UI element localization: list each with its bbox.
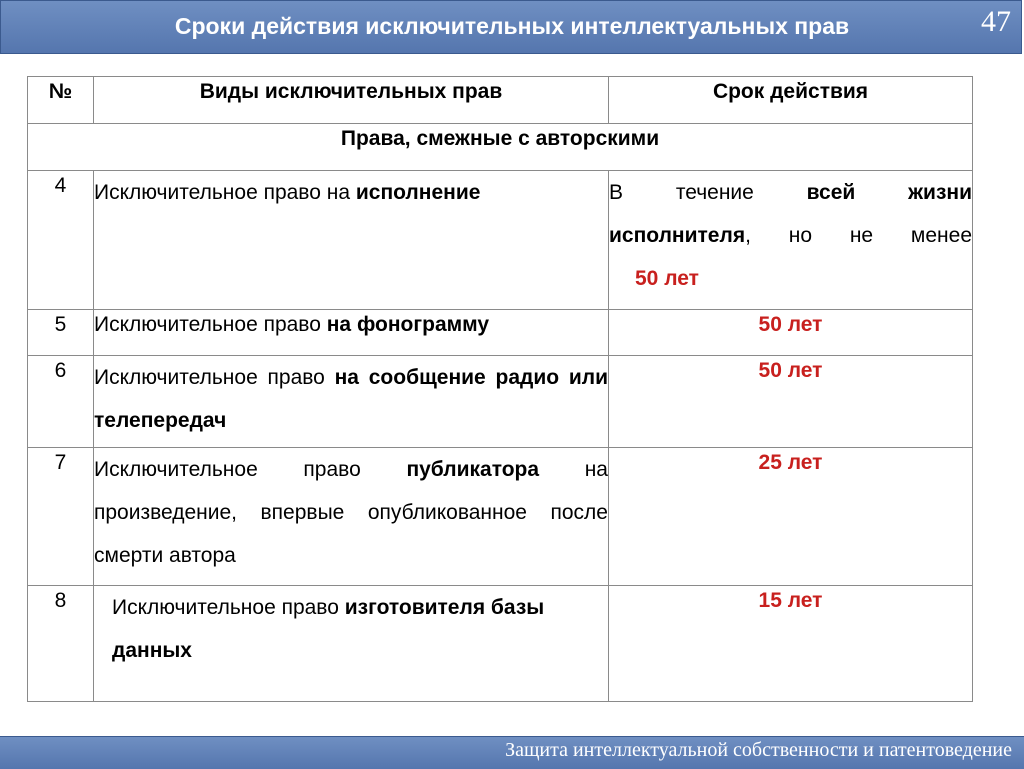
- row-term: [609, 310, 973, 356]
- column-header-number: №: [28, 77, 94, 124]
- column-header-rights: Виды исключительных прав: [94, 77, 609, 124]
- row-number: 5: [28, 310, 94, 356]
- section-title: Права, смежные с авторскими: [28, 124, 973, 171]
- table-header-row: [28, 77, 973, 124]
- desc-suffix-text: на произведение, впервые опубликованное после смерти автора: [94, 458, 608, 567]
- desc-bold-text: изготовителя базы данных: [112, 596, 545, 662]
- slide-footer: [0, 736, 1024, 769]
- desc-bold-text: исполнение: [355, 181, 481, 204]
- term-value: 25 лет: [758, 451, 823, 474]
- slide-title: Сроки действия исключительных интеллектуальных прав: [174, 13, 850, 39]
- term-value: 50 лет: [758, 359, 823, 382]
- row-description: [94, 586, 609, 702]
- term-bold-text: всей жизни исполнителя: [609, 181, 972, 247]
- desc-text: Исключительное право: [94, 313, 327, 336]
- row-number: 4: [28, 171, 94, 310]
- term-value-line: [609, 257, 972, 300]
- term-suffix-text: , но не менее: [745, 224, 972, 247]
- row-term: [609, 356, 973, 448]
- desc-bold-text: на фонограмму: [326, 313, 490, 336]
- desc-text: Исключительное право: [94, 458, 407, 481]
- row-number: 6: [28, 356, 94, 448]
- table-row: [28, 586, 973, 702]
- table-row: [28, 356, 973, 448]
- section-row: [28, 124, 973, 171]
- desc-bold-text: публикатора: [406, 458, 540, 481]
- term-line: [609, 171, 972, 257]
- row-description: [94, 356, 609, 448]
- row-term: [609, 586, 973, 702]
- table-row: [28, 171, 973, 310]
- row-number: 7: [28, 448, 94, 586]
- table-row: [28, 448, 973, 586]
- desc-text: Исключительное право: [112, 596, 345, 619]
- term-value: 15 лет: [758, 589, 823, 612]
- term-value: 50 лет: [758, 313, 823, 336]
- footer-text: Защита интеллектуальной собственности и патентоведение: [505, 739, 1012, 761]
- row-term: [609, 448, 973, 586]
- term-value: 50 лет: [635, 267, 699, 290]
- slide-header: [0, 0, 1022, 54]
- row-number: 8: [28, 586, 94, 702]
- rights-table: [27, 76, 973, 702]
- row-description: [94, 171, 609, 310]
- desc-text: Исключительное право на: [94, 181, 356, 204]
- column-header-term: Срок действия: [609, 77, 973, 124]
- row-term: [609, 171, 973, 310]
- row-description: [94, 448, 609, 586]
- table-row: [28, 310, 973, 356]
- desc-text: Исключительное право: [94, 366, 335, 389]
- slide-number: 47: [981, 5, 1011, 38]
- desc-bold-text: на сообщение радио или телепередач: [94, 366, 609, 432]
- term-text: В течение: [609, 181, 807, 204]
- row-description: [94, 310, 609, 356]
